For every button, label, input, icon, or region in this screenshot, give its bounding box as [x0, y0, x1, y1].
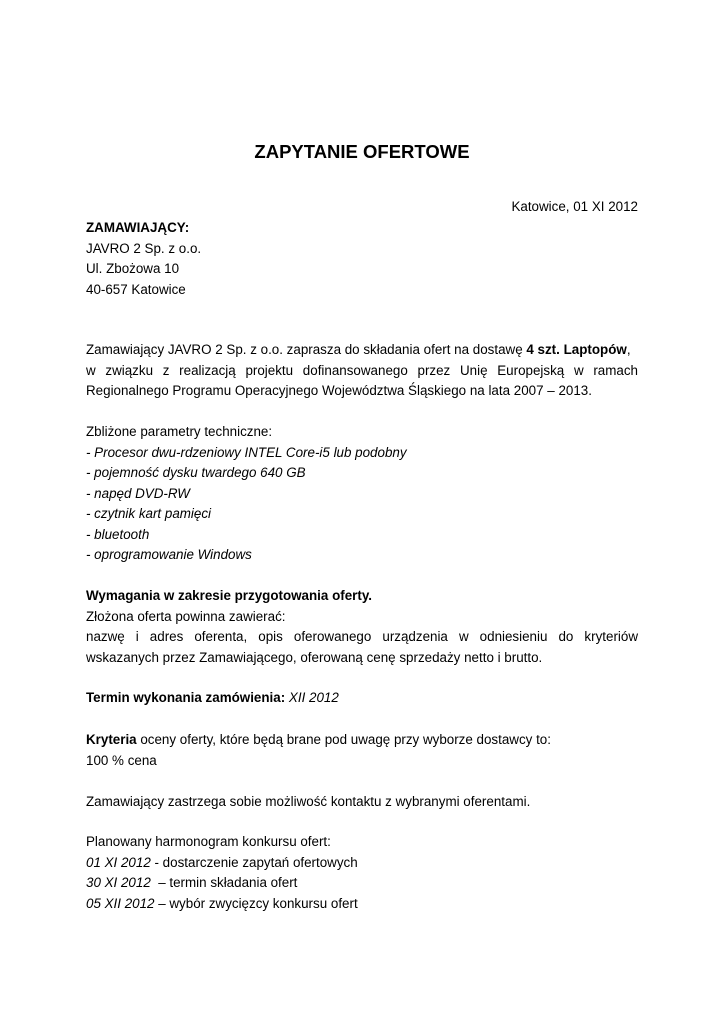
- schedule-item: 30 XI 2012 – termin składania ofert: [86, 875, 298, 890]
- client-street: Ul. Zbożowa 10: [86, 261, 180, 276]
- criteria-text: oceny oferty, które będą brane pod uwagę przy wyborze dostawcy to:: [136, 732, 551, 747]
- intro-line-1: Zamawiający JAVRO 2 Sp. z o.o. zaprasza do składania ofert na dostawę 4 szt. Laptopów,: [86, 342, 631, 357]
- criteria-label: Kryteria: [86, 732, 137, 747]
- schedule-item: 05 XII 2012 – wybór zwycięzcy konkursu ofert: [86, 895, 358, 911]
- document-title: ZAPYTANIE OFERTOWE: [254, 141, 470, 162]
- requirements-line-1: Złożona oferta powinna zawierać:: [86, 608, 286, 624]
- intro-paragraph: [86, 340, 638, 402]
- requirements-section: [86, 586, 638, 668]
- deadline-section: [86, 688, 638, 709]
- criteria-section: [86, 730, 638, 771]
- schedule-section: [86, 832, 638, 914]
- intro-line-3: Regionalnego Programu Operacyjnego Województwa Śląskiego na lata 2007 – 2013.: [86, 383, 592, 398]
- schedule-item: 01 XI 2012 - dostarczenie zapytań ofertowych: [86, 854, 358, 870]
- client-city: 40-657 Katowice: [86, 281, 186, 297]
- spec-item: - bluetooth: [86, 526, 150, 542]
- spec-item: - Procesor dwu-rdzeniowy INTEL Core-i5 lub podobny: [86, 444, 407, 460]
- document-page: [86, 0, 638, 1024]
- client-name: JAVRO 2 Sp. z o.o.: [86, 240, 202, 256]
- intro-line-2: w związku z realizacją projektu dofinansowanego przez Unię Europejską w ramach: [86, 362, 638, 378]
- requirements-line-2: nazwę i adres oferenta, opis oferowanego urządzenia w odniesieniu do kryteriów: [86, 629, 638, 644]
- requirements-line-3: wskazanych przez Zamawiającego, oferowaną cenę sprzedaży netto i brutto.: [86, 649, 543, 665]
- client-heading: ZAMAWIAJĄCY:: [86, 220, 190, 235]
- reservation-text: Zamawiający zastrzega sobie możliwość kontaktu z wybranymi oferentami.: [86, 794, 531, 809]
- client-section: [86, 218, 638, 300]
- spec-item: - napęd DVD-RW: [86, 485, 190, 501]
- spec-item: - czytnik kart pamięci: [86, 506, 212, 521]
- specs-heading: Zbliżone parametry techniczne:: [86, 424, 273, 439]
- document-date: Katowice, 01 XI 2012: [511, 199, 638, 214]
- specs-section: [86, 422, 638, 566]
- deadline-label: Termin wykonania zamówienia:: [86, 690, 286, 705]
- spec-item: - oprogramowanie Windows: [86, 547, 252, 562]
- reservation-section: [86, 792, 638, 813]
- spec-item: - pojemność dysku twardego 640 GB: [86, 465, 306, 480]
- schedule-heading: Planowany harmonogram konkursu ofert:: [86, 834, 331, 849]
- requirements-heading: Wymagania w zakresie przygotowania oferty.: [86, 588, 373, 603]
- deadline-value: XII 2012: [288, 690, 339, 705]
- criteria-value: 100 % cena: [86, 752, 157, 768]
